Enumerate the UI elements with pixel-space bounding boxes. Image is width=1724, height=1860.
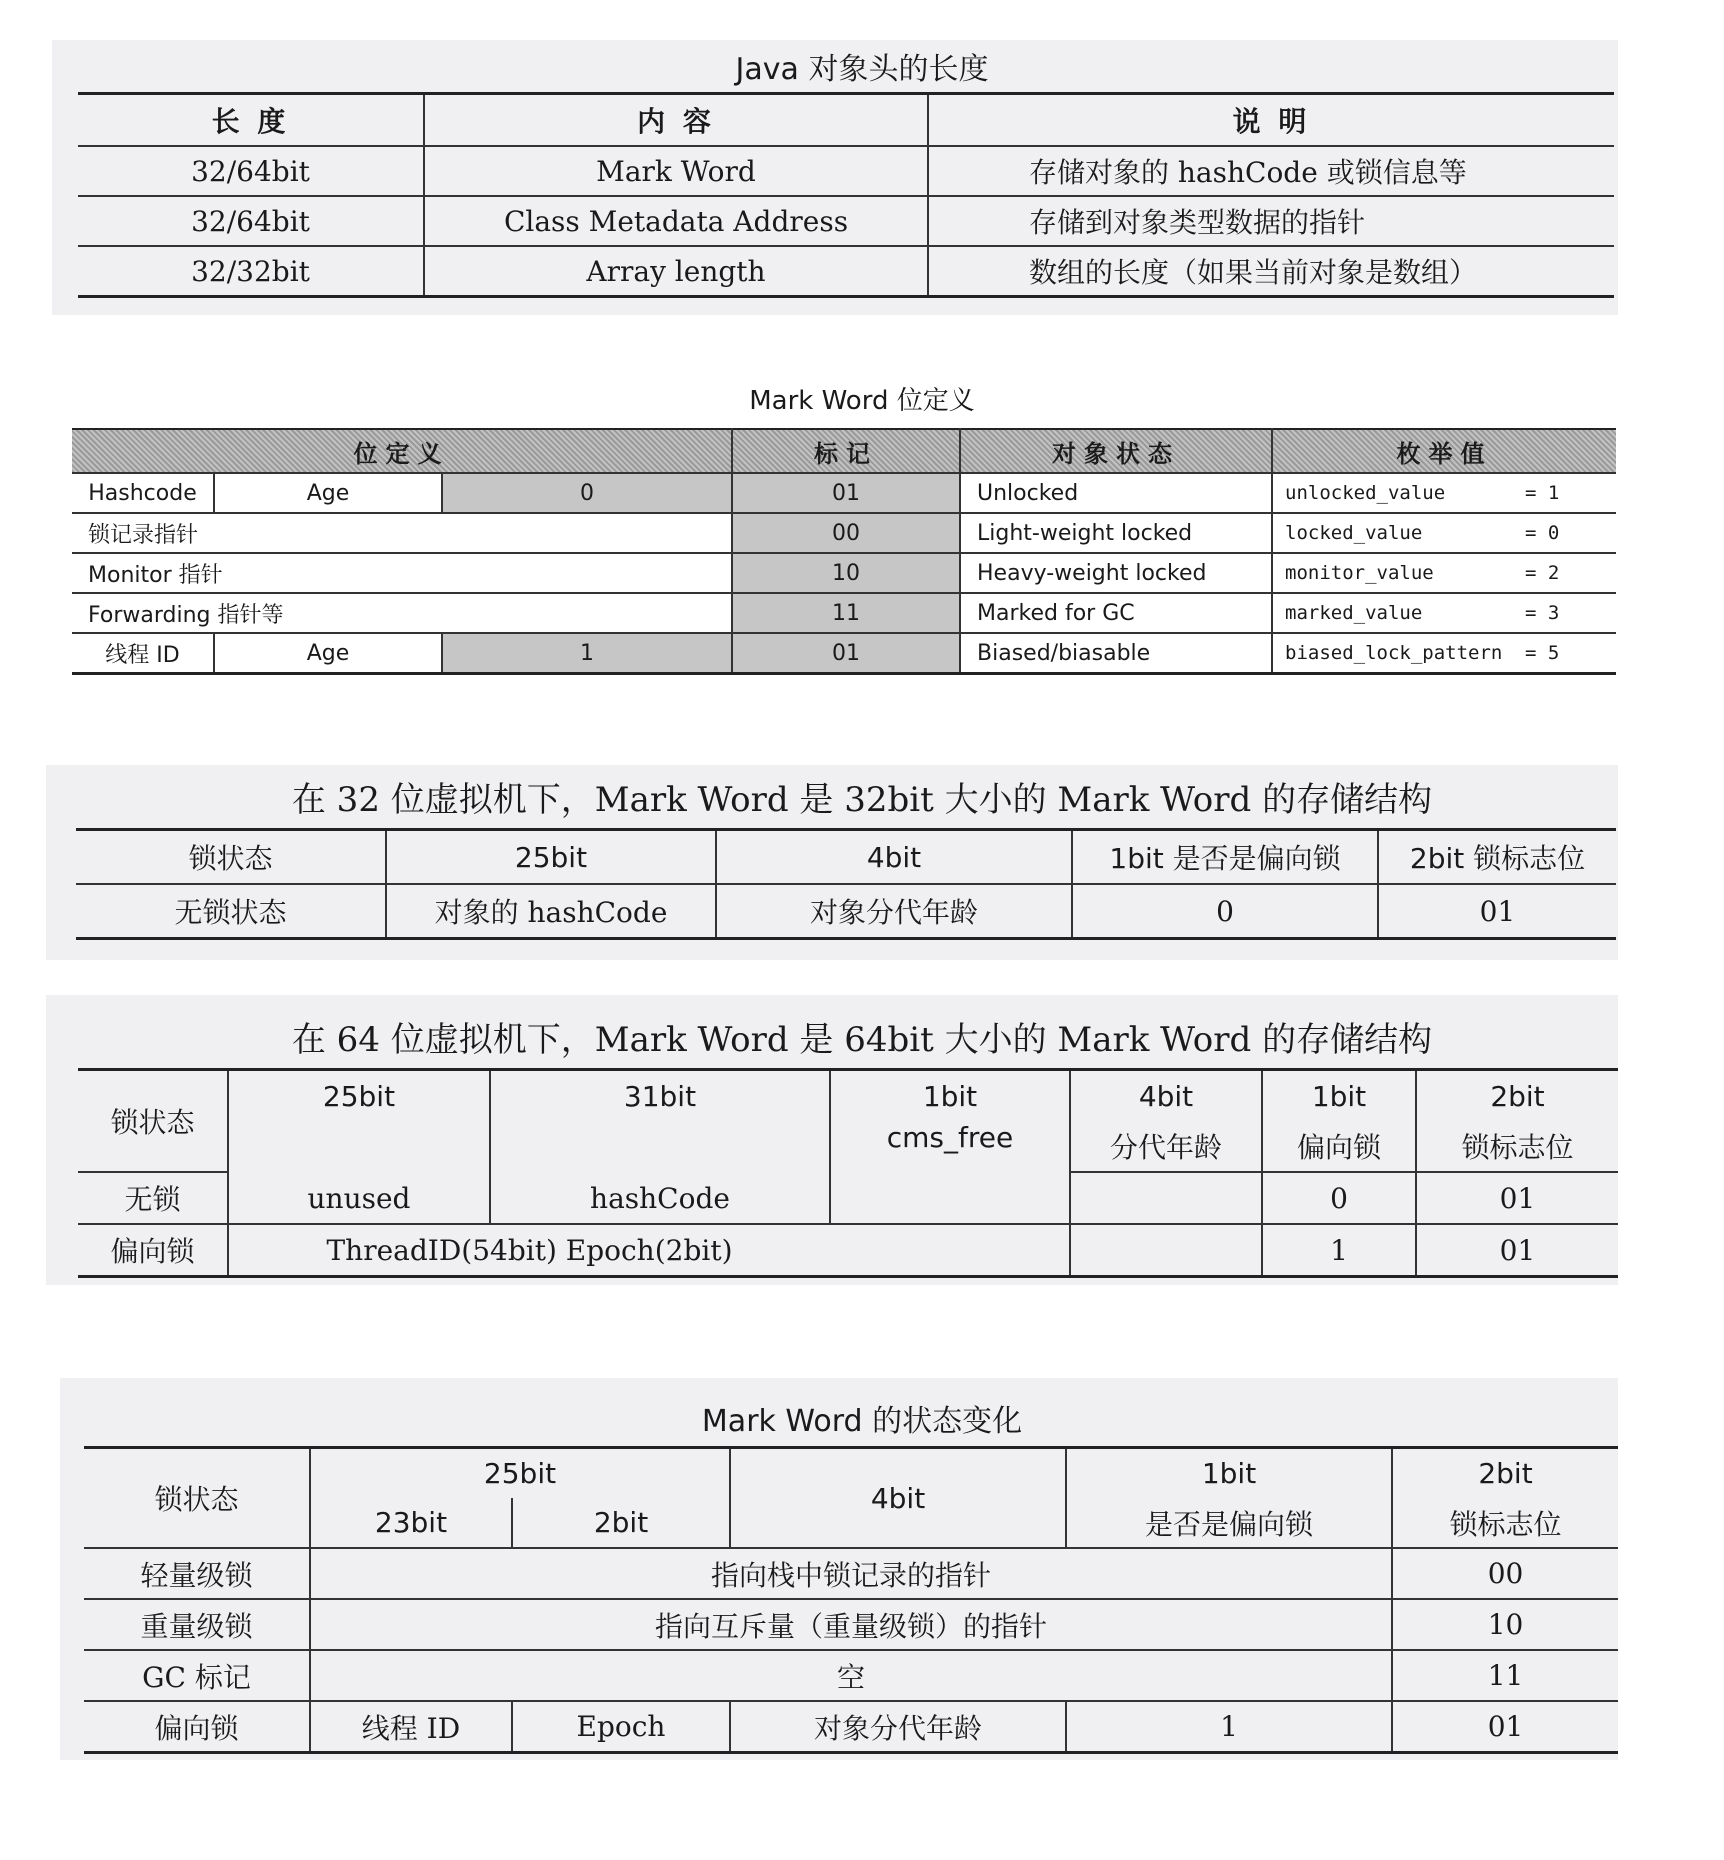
cell-age: [1070, 1224, 1262, 1277]
table-row: [84, 1701, 1618, 1753]
header-generation-age: 分代年龄: [1070, 1121, 1262, 1172]
header-1bit: 1bit: [830, 1070, 1070, 1122]
cell-enum-name: unlocked_value: [1285, 482, 1446, 504]
cell-biased: 0: [1262, 1172, 1416, 1224]
cell-tag: 00: [732, 513, 960, 553]
cell-hashcode: 对象的 hashCode: [386, 884, 716, 939]
cell-state: Biased/biasable: [960, 633, 1272, 674]
cell-biased: 1: [1066, 1701, 1392, 1753]
header-lock-flag: 锁标志位: [1416, 1121, 1618, 1172]
header-bit-definition: 位定义: [72, 429, 732, 473]
cell-content: 指向互斥量（重量级锁）的指针: [310, 1599, 1392, 1650]
table-row: [72, 513, 1616, 553]
header-lock-flag: 锁标志位: [1392, 1498, 1618, 1548]
table-row: [78, 146, 1614, 196]
cell-enum-value: = 0: [1525, 522, 1560, 544]
header-lock-state: 锁状态: [84, 1448, 310, 1549]
cell-age: Age: [214, 473, 442, 513]
cell-enum-value: = 1: [1525, 482, 1560, 504]
header-lock-state: 锁状态: [76, 830, 386, 885]
cell-enum-value: = 2: [1525, 562, 1560, 584]
cell-biased-bit: 0: [442, 473, 732, 513]
header-enum-value: 枚举值: [1272, 429, 1616, 473]
header-length: 长 度: [78, 94, 424, 147]
cell-content: Mark Word: [424, 146, 928, 196]
header-is-biased: 是否是偏向锁: [1066, 1498, 1392, 1548]
cell-enum-name: marked_value: [1285, 602, 1423, 624]
cell-lock-state: 偏向锁: [84, 1701, 310, 1753]
cell-enum-value: = 5: [1525, 642, 1560, 664]
cell-lock-state: 重量级锁: [84, 1599, 310, 1650]
cell-state: Marked for GC: [960, 593, 1272, 633]
cell-lock-state: 轻量级锁: [84, 1548, 310, 1599]
cell-unused: unused: [228, 1121, 490, 1224]
header-content: 内 容: [424, 94, 928, 147]
header-biased-lock: 偏向锁: [1262, 1121, 1416, 1172]
header-2bit: 2bit: [1490, 1079, 1545, 1113]
cell-enum-name: biased_lock_pattern: [1285, 642, 1503, 664]
cell-enum-name: locked_value: [1285, 522, 1423, 544]
header-object-state: 对象状态: [960, 429, 1272, 473]
cell-thread-id: 线程 ID: [310, 1701, 512, 1753]
cell-age: 对象分代年龄: [716, 884, 1072, 939]
table-row: [84, 1650, 1618, 1701]
header-4bit: 4bit: [730, 1448, 1066, 1549]
table1-title: Java 对象头的长度: [735, 52, 989, 87]
header-25bit: 25bit: [386, 830, 716, 885]
cell-enum-value: = 3: [1525, 602, 1560, 624]
table-row: [78, 196, 1614, 246]
cell-description: 存储到对象类型数据的指针: [928, 196, 1614, 246]
cell-lock-state: 无锁: [78, 1172, 228, 1224]
cell-flag: 01: [1499, 1233, 1536, 1267]
table-row: [72, 553, 1616, 593]
cell-age: Age: [214, 633, 442, 674]
header-1bit-biased: 1bit 是否是偏向锁: [1072, 830, 1378, 885]
cell-tag: 10: [732, 553, 960, 593]
cell-tag: 11: [732, 593, 960, 633]
cell-state: Light-weight locked: [960, 513, 1272, 553]
mark-word-32bit-table: [76, 828, 1616, 940]
table3-title: 在 32 位虚拟机下，Mark Word 是 32bit 大小的 Mark Word 的存储结构: [291, 780, 1433, 820]
object-header-length-table: [78, 92, 1614, 298]
cell-state: Unlocked: [960, 473, 1272, 513]
table-row: [84, 1548, 1618, 1599]
cell-lock-state: GC 标记: [84, 1650, 310, 1701]
cell-thread-id: 线程 ID: [72, 633, 214, 674]
cell-length: 32/32bit: [78, 246, 424, 297]
header-4bit: 4bit: [1070, 1070, 1262, 1122]
cell-flag: 01: [1487, 1710, 1524, 1743]
header-tag: 标记: [732, 429, 960, 473]
table-row: [72, 473, 1616, 513]
header-4bit: 4bit: [716, 830, 1072, 885]
header-1bit-biased: 1bit: [1262, 1070, 1416, 1122]
header-cms-free: cms_free: [830, 1121, 1070, 1224]
table-row: [78, 1224, 1618, 1277]
header-31bit: 31bit: [490, 1070, 830, 1122]
cell-length: 32/64bit: [78, 196, 424, 246]
cell-biased: 0: [1072, 884, 1378, 939]
cell-biased: 1: [1262, 1224, 1416, 1277]
cell-age: [1070, 1172, 1262, 1224]
cell-flag: 01: [1416, 1172, 1618, 1224]
table-row: [72, 593, 1616, 633]
header-23bit: 23bit: [310, 1498, 512, 1548]
header-1bit: 1bit: [1066, 1448, 1392, 1499]
cell-state: Heavy-weight locked: [960, 553, 1272, 593]
cell-age: 对象分代年龄: [730, 1701, 1066, 1753]
table-row: [76, 884, 1616, 939]
cell-enum-name: monitor_value: [1285, 562, 1434, 584]
header-25bit: 25bit: [228, 1070, 490, 1122]
table-row: [78, 246, 1614, 297]
table5-title: Mark Word 的状态变化: [701, 1404, 1023, 1439]
header-2bit-flag: 2bit: [1478, 1457, 1533, 1490]
cell-description: 存储对象的 hashCode 或锁信息等: [928, 146, 1614, 196]
cell-flag: 11: [1392, 1650, 1618, 1701]
cell-content: Class Metadata Address: [424, 196, 928, 246]
table4-title: 在 64 位虚拟机下，Mark Word 是 64bit 大小的 Mark Word 的存储结构: [291, 1020, 1433, 1060]
cell-thread-epoch: ThreadID(54bit) Epoch(2bit): [326, 1233, 733, 1267]
table-row: [84, 1599, 1618, 1650]
mark-word-64bit-table: [78, 1068, 1618, 1278]
cell-lock-state: 无锁状态: [76, 884, 386, 939]
cell-tag: 01: [732, 473, 960, 513]
header-2bit: 2bit: [512, 1498, 730, 1548]
cell-content: 指向栈中锁记录的指针: [310, 1548, 1392, 1599]
cell-bit-definition: 锁记录指针: [72, 513, 732, 553]
table-row: [72, 633, 1616, 674]
cell-cms-free: [830, 1224, 1070, 1277]
mark-word-state-change-table: [84, 1446, 1618, 1754]
header-description: 说 明: [928, 94, 1614, 147]
cell-lock-state: 偏向锁: [78, 1224, 228, 1277]
cell-flag: 00: [1392, 1548, 1618, 1599]
cell-flag: 01: [1479, 894, 1516, 928]
cell-biased-bit: 1: [442, 633, 732, 674]
cell-length: 32/64bit: [78, 146, 424, 196]
table2-title: Mark Word 位定义: [749, 386, 975, 416]
cell-content: Array length: [424, 246, 928, 297]
header-25bit: 25bit: [310, 1448, 730, 1499]
cell-description: 数组的长度（如果当前对象是数组）: [1029, 256, 1478, 289]
mark-word-bit-definition-table: [72, 428, 1616, 675]
cell-content: 空: [310, 1650, 1392, 1701]
cell-epoch: Epoch: [512, 1701, 730, 1753]
header-2bit-flag: 2bit 锁标志位: [1378, 830, 1616, 885]
header-lock-state: 锁状态: [78, 1070, 228, 1173]
cell-tag: 01: [732, 633, 960, 674]
cell-flag: 10: [1392, 1599, 1618, 1650]
cell-hashcode: Hashcode: [72, 473, 214, 513]
cell-bit-definition: Forwarding 指针等: [72, 593, 732, 633]
cell-bit-definition: Monitor 指针: [72, 553, 732, 593]
cell-hashcode: hashCode: [490, 1121, 830, 1224]
